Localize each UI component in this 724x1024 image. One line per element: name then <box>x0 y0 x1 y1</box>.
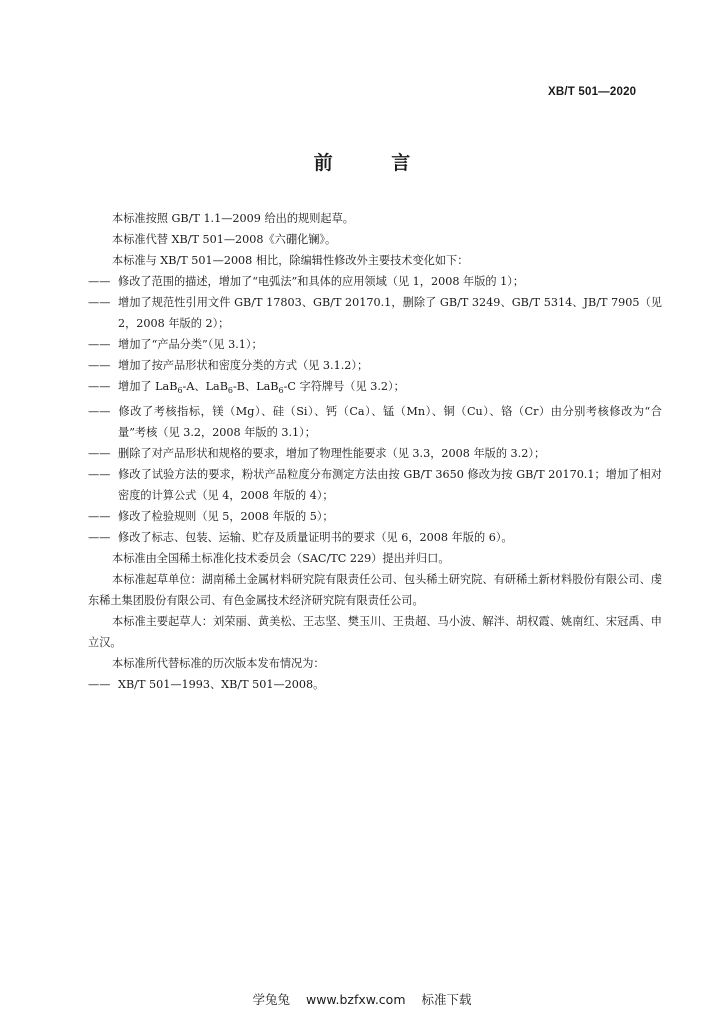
footer-tagline: 标准下载 <box>421 992 472 1007</box>
change-text-part: -C 字符牌号（见 3.2）； <box>283 380 405 393</box>
change-text: 修改了范围的描述，增加了“电弧法”和具体的应用领域（见 1，2008 年版的 1）； <box>118 275 525 288</box>
footer-url[interactable]: www.bzfxw.com <box>305 992 406 1007</box>
drafters: 本标准主要起草人：刘荣丽、黄美松、王志坚、樊玉川、王贵超、马小波、解泮、胡权霞、姚南红、宋冠禹、申立汉。 <box>88 615 662 650</box>
history-text: XB/T 501—1993、XB/T 501—2008。 <box>118 678 325 692</box>
footer-site-name: 学兔兔 <box>252 992 290 1007</box>
dash-marker: —— <box>88 338 111 351</box>
change-text: 删除了对产品形状和规格的要求，增加了物理性能要求（见 3.3，2008 年版的 3.2）； <box>118 447 546 461</box>
dash-marker: —— <box>88 296 111 309</box>
change-text-part: -A、LaB <box>182 380 228 393</box>
change-item <box>88 292 662 334</box>
dash-marker: —— <box>88 405 111 419</box>
page-title: 前 言 <box>313 152 437 174</box>
dash-marker: —— <box>88 531 111 545</box>
document-body <box>88 208 662 695</box>
change-text: 增加了按产品形状和密度分类的方式（见 3.1.2）； <box>118 359 369 372</box>
change-text-part: 增加了 LaB <box>118 380 178 393</box>
closing-paragraph: 本标准由全国稀土标准化技术委员会（SAC/TC 229）提出并归口。 <box>112 552 450 566</box>
history-item <box>88 674 662 695</box>
intro-paragraph: 本标准按照 GB/T 1.1—2009 给出的规则起草。 <box>112 212 354 225</box>
change-text: 修改了考核指标，镁（Mg）、硅（Si）、钙（Ca）、锰（Mn）、铜（Cu）、铬（Cr）由分别考核修改为“合量”考核（见 3.2，2008 年版的 3.1）； <box>118 405 662 440</box>
subscript: 6 <box>227 386 234 396</box>
footer-watermark <box>0 990 724 1008</box>
change-item <box>88 401 662 443</box>
change-item <box>88 376 662 401</box>
dash-marker: —— <box>88 468 111 482</box>
dash-marker: —— <box>88 359 111 372</box>
intro-paragraph: 本标准与 XB/T 501—2008 相比，除编辑性修改外主要技术变化如下： <box>112 254 469 267</box>
change-text: 增加了“产品分类”（见 3.1）； <box>118 338 263 351</box>
drafting-units: 本标准起草单位：湖南稀土金属材料研究院有限责任公司、包头稀土研究院、有研稀土新材料股份有限公司、虔东稀土集团股份有限公司、有色金属技术经济研究院有限责任公司。 <box>88 573 662 608</box>
standard-code: XB/T 501—2020 <box>548 86 637 98</box>
dash-marker: —— <box>88 510 111 524</box>
dash-marker: —— <box>88 275 111 288</box>
intro-paragraph: 本标准代替 XB/T 501—2008《六硼化镧》。 <box>112 233 337 246</box>
change-item <box>88 506 662 527</box>
change-text: 增加了规范性引用文件 GB/T 17803、GB/T 20170.1，删除了 GB/T 3249、GB/T 5314、JB/T 7905（见 2，2008 年版的 2）； <box>118 296 662 330</box>
change-item <box>88 527 662 548</box>
subscript: 6 <box>177 386 183 396</box>
change-item <box>88 443 662 464</box>
change-text: 修改了检验规则（见 5，2008 年版的 5）； <box>118 510 334 524</box>
change-text: 修改了标志、包装、运输、贮存及质量证明书的要求（见 6，2008 年版的 6）。 <box>118 531 513 545</box>
history-heading: 本标准所代替标准的历次版本发布情况为： <box>112 657 325 671</box>
change-item <box>88 355 662 376</box>
dash-marker: —— <box>88 380 111 393</box>
change-item <box>88 334 662 355</box>
dash-marker: —— <box>88 447 111 461</box>
change-item <box>88 464 662 506</box>
change-text: 修改了试验方法的要求，粉状产品粒度分布测定方法由按 GB/T 3650 修改为按 GB/T 20170.1；增加了相对密度的计算公式（见 4，2008 年版的 4）； <box>118 468 662 503</box>
change-text-part: -B、LaB <box>233 380 279 393</box>
dash-marker: —— <box>88 678 111 692</box>
change-item <box>88 271 662 292</box>
change-text <box>118 380 405 396</box>
subscript: 6 <box>278 386 284 396</box>
